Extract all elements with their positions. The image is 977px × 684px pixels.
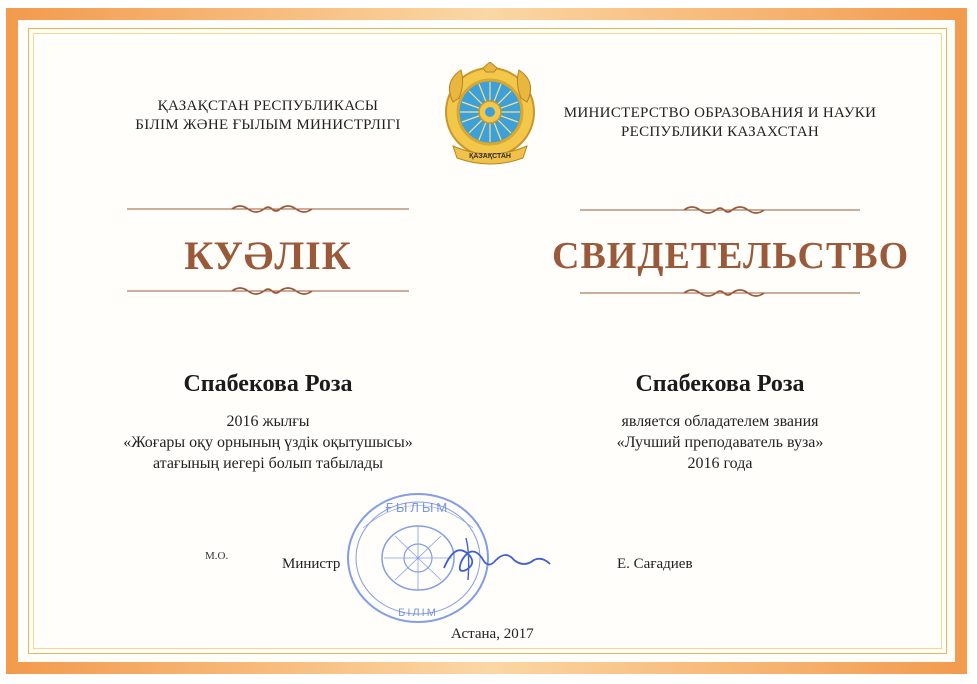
svg-text:ҒЫЛЫМ: ҒЫЛЫМ	[385, 500, 451, 515]
title-russian: СВИДЕТЕЛЬСТВО	[552, 235, 910, 277]
header-russian-line2: РЕСПУБЛИКИ КАЗАХСТАН	[621, 124, 819, 140]
header-kazakh-line2: БІЛІМ ЖӘНЕ ҒЫЛЫМ МИНИСТРЛІГІ	[135, 117, 401, 133]
minister-label: Министр	[282, 556, 341, 572]
header-russian-line1: МИНИСТЕРСТВО ОБРАЗОВАНИЯ И НАУКИ	[563, 105, 877, 121]
svg-text:БІЛІМ: БІЛІМ	[398, 607, 438, 619]
award-text-kazakh	[88, 411, 448, 474]
ornament-divider	[127, 286, 409, 296]
emblem-text: ҚАЗАҚСТАН	[469, 153, 511, 160]
award-kazakh-line1: 2016 жылғы	[226, 413, 310, 430]
handwritten-signature	[436, 530, 556, 585]
state-emblem-icon	[439, 62, 541, 172]
title-kazakh: КУӘЛІК	[184, 233, 352, 278]
signer-name: Е. Сағадиев	[617, 556, 693, 572]
seal-place-label: М.О.	[205, 550, 229, 562]
award-kazakh-line3: атағының иегері болып табылады	[152, 455, 384, 472]
recipient-name-russian: Спабекова Роза	[635, 371, 805, 397]
recipient-name-kazakh: Спабекова Роза	[183, 371, 353, 397]
award-russian-line2: «Лучший преподаватель вуза»	[616, 434, 824, 451]
ornament-divider	[127, 204, 409, 214]
header-kazakh-line1: ҚАЗАҚСТАН РЕСПУБЛИКАСЫ	[157, 98, 379, 114]
award-russian-line1: является обладателем звания	[621, 413, 819, 430]
ornament-divider	[580, 205, 860, 215]
header-kazakh	[127, 97, 409, 135]
place-and-year: Астана, 2017	[451, 626, 534, 642]
header-russian	[561, 104, 879, 142]
award-russian-line3: 2016 года	[687, 455, 753, 472]
ornament-divider	[580, 288, 860, 298]
award-kazakh-line2: «Жоғары оқу орнының үздік оқытушысы»	[123, 434, 413, 451]
award-text-russian	[560, 411, 880, 474]
